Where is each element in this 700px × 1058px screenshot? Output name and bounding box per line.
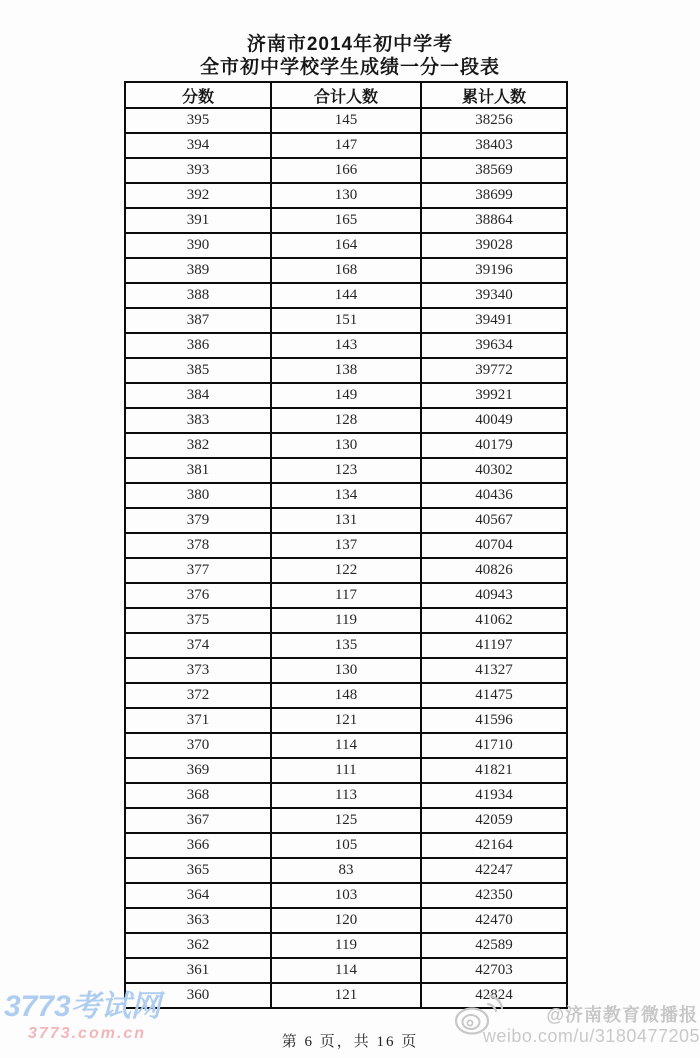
- count-cell: 130: [271, 433, 421, 458]
- cumulative-cell: 42059: [421, 808, 567, 833]
- score-cell: 384: [125, 383, 271, 408]
- score-cell: 373: [125, 658, 271, 683]
- table-row: [125, 808, 567, 833]
- cumulative-cell: 41934: [421, 783, 567, 808]
- cumulative-cell: 38699: [421, 183, 567, 208]
- count-cell: 137: [271, 533, 421, 558]
- weibo-handle: @济南教育微播报: [546, 1005, 698, 1025]
- table-row: [125, 708, 567, 733]
- table-row: [125, 483, 567, 508]
- table-row: [125, 383, 567, 408]
- count-cell: 128: [271, 408, 421, 433]
- score-cell: 389: [125, 258, 271, 283]
- cumulative-cell: 41327: [421, 658, 567, 683]
- score-cell: 387: [125, 308, 271, 333]
- cumulative-cell: 39028: [421, 233, 567, 258]
- cumulative-cell: 40826: [421, 558, 567, 583]
- title-line-2: 全市初中学校学生成绩一分一段表: [199, 57, 500, 78]
- score-cell: 392: [125, 183, 271, 208]
- table-row: [125, 183, 567, 208]
- score-cell: 385: [125, 358, 271, 383]
- cumulative-cell: 42350: [421, 883, 567, 908]
- cumulative-cell: 40943: [421, 583, 567, 608]
- count-cell: 166: [271, 158, 421, 183]
- cumulative-cell: 38569: [421, 158, 567, 183]
- cumulative-cell: 41197: [421, 633, 567, 658]
- count-cell: 119: [271, 933, 421, 958]
- cumulative-cell: 39340: [421, 283, 567, 308]
- table-row: [125, 208, 567, 233]
- cumulative-cell: 39491: [421, 308, 567, 333]
- table-row: [125, 733, 567, 758]
- score-cell: 391: [125, 208, 271, 233]
- count-cell: 149: [271, 383, 421, 408]
- score-cell: 395: [125, 108, 271, 133]
- score-cell: 367: [125, 808, 271, 833]
- table-row: [125, 508, 567, 533]
- score-table-body: [125, 108, 567, 1008]
- score-cell: 363: [125, 908, 271, 933]
- table-row: [125, 758, 567, 783]
- table-row: [125, 933, 567, 958]
- count-cell: 114: [271, 733, 421, 758]
- count-cell: 105: [271, 833, 421, 858]
- column-header-count: 合计人数: [271, 82, 421, 108]
- table-row: [125, 908, 567, 933]
- cumulative-cell: 41475: [421, 683, 567, 708]
- cumulative-cell: 38256: [421, 108, 567, 133]
- count-cell: 83: [271, 858, 421, 883]
- count-cell: 168: [271, 258, 421, 283]
- score-cell: 365: [125, 858, 271, 883]
- score-cell: 371: [125, 708, 271, 733]
- count-cell: 103: [271, 883, 421, 908]
- count-cell: 117: [271, 583, 421, 608]
- table-row: [125, 458, 567, 483]
- cumulative-cell: 40302: [421, 458, 567, 483]
- cumulative-cell: 40179: [421, 433, 567, 458]
- score-cell: 379: [125, 508, 271, 533]
- score-cell: 377: [125, 558, 271, 583]
- score-cell: 360: [125, 983, 271, 1008]
- cumulative-cell: 41596: [421, 708, 567, 733]
- table-row: [125, 158, 567, 183]
- score-cell: 393: [125, 158, 271, 183]
- table-row: [125, 258, 567, 283]
- score-cell: 368: [125, 783, 271, 808]
- count-cell: 145: [271, 108, 421, 133]
- score-cell: 388: [125, 283, 271, 308]
- cumulative-cell: 38864: [421, 208, 567, 233]
- count-cell: 114: [271, 958, 421, 983]
- score-cell: 362: [125, 933, 271, 958]
- table-row: [125, 833, 567, 858]
- count-cell: 125: [271, 808, 421, 833]
- table-row: [125, 558, 567, 583]
- cumulative-cell: 42247: [421, 858, 567, 883]
- table-row: [125, 108, 567, 133]
- score-cell: 361: [125, 958, 271, 983]
- table-row: [125, 533, 567, 558]
- count-cell: 120: [271, 908, 421, 933]
- table-row: [125, 883, 567, 908]
- count-cell: 147: [271, 133, 421, 158]
- table-row: [125, 233, 567, 258]
- cumulative-cell: 42703: [421, 958, 567, 983]
- score-cell: 364: [125, 883, 271, 908]
- score-cell: 366: [125, 833, 271, 858]
- column-header-cumulative: 累计人数: [421, 82, 567, 108]
- count-cell: 119: [271, 608, 421, 633]
- score-cell: 378: [125, 533, 271, 558]
- score-cell: 382: [125, 433, 271, 458]
- table-row: [125, 408, 567, 433]
- count-cell: 121: [271, 983, 421, 1008]
- table-row: [125, 133, 567, 158]
- score-cell: 381: [125, 458, 271, 483]
- score-cell: 369: [125, 758, 271, 783]
- score-cell: 383: [125, 408, 271, 433]
- score-distribution-table: [124, 81, 568, 1009]
- count-cell: 144: [271, 283, 421, 308]
- count-cell: 122: [271, 558, 421, 583]
- cumulative-cell: 41062: [421, 608, 567, 633]
- score-cell: 375: [125, 608, 271, 633]
- table-row: [125, 283, 567, 308]
- table-row: [125, 983, 567, 1008]
- cumulative-cell: 40567: [421, 508, 567, 533]
- count-cell: 148: [271, 683, 421, 708]
- table-row: [125, 958, 567, 983]
- table-row: [125, 633, 567, 658]
- count-cell: 121: [271, 708, 421, 733]
- cumulative-cell: 40049: [421, 408, 567, 433]
- cumulative-cell: 39634: [421, 333, 567, 358]
- cumulative-cell: 42824: [421, 983, 567, 1008]
- count-cell: 138: [271, 358, 421, 383]
- table-row: [125, 433, 567, 458]
- count-cell: 135: [271, 633, 421, 658]
- cumulative-cell: 42164: [421, 833, 567, 858]
- cumulative-cell: 41821: [421, 758, 567, 783]
- table-header-row: [125, 82, 567, 108]
- table-row: [125, 583, 567, 608]
- weibo-url: weibo.com/u/3180477205: [482, 1026, 700, 1046]
- cumulative-cell: 42470: [421, 908, 567, 933]
- score-cell: 386: [125, 333, 271, 358]
- table-row: [125, 608, 567, 633]
- count-cell: 165: [271, 208, 421, 233]
- table-row: [125, 783, 567, 808]
- count-cell: 131: [271, 508, 421, 533]
- cumulative-cell: 39772: [421, 358, 567, 383]
- table-row: [125, 358, 567, 383]
- count-cell: 143: [271, 333, 421, 358]
- column-header-score: 分数: [125, 82, 271, 108]
- count-cell: 130: [271, 658, 421, 683]
- cumulative-cell: 38403: [421, 133, 567, 158]
- count-cell: 130: [271, 183, 421, 208]
- count-cell: 111: [271, 758, 421, 783]
- page-number: 第 6 页，共 16 页: [281, 1034, 419, 1050]
- score-cell: 370: [125, 733, 271, 758]
- cumulative-cell: 39196: [421, 258, 567, 283]
- site-watermark-logo: 3773考试网: [4, 990, 161, 1023]
- site-watermark-url: 3773.com.cn: [28, 1025, 147, 1042]
- count-cell: 113: [271, 783, 421, 808]
- cumulative-cell: 41710: [421, 733, 567, 758]
- title-line-1: 济南市2014年初中学考: [246, 34, 454, 55]
- score-cell: 394: [125, 133, 271, 158]
- cumulative-cell: 42589: [421, 933, 567, 958]
- table-row: [125, 333, 567, 358]
- cumulative-cell: 40704: [421, 533, 567, 558]
- count-cell: 134: [271, 483, 421, 508]
- score-cell: 376: [125, 583, 271, 608]
- score-cell: 380: [125, 483, 271, 508]
- cumulative-cell: 40436: [421, 483, 567, 508]
- cumulative-cell: 39921: [421, 383, 567, 408]
- page-title: [0, 33, 700, 79]
- table-row: [125, 308, 567, 333]
- table-row: [125, 858, 567, 883]
- table-row: [125, 683, 567, 708]
- table-row: [125, 658, 567, 683]
- count-cell: 123: [271, 458, 421, 483]
- score-cell: 390: [125, 233, 271, 258]
- count-cell: 151: [271, 308, 421, 333]
- score-cell: 374: [125, 633, 271, 658]
- count-cell: 164: [271, 233, 421, 258]
- score-cell: 372: [125, 683, 271, 708]
